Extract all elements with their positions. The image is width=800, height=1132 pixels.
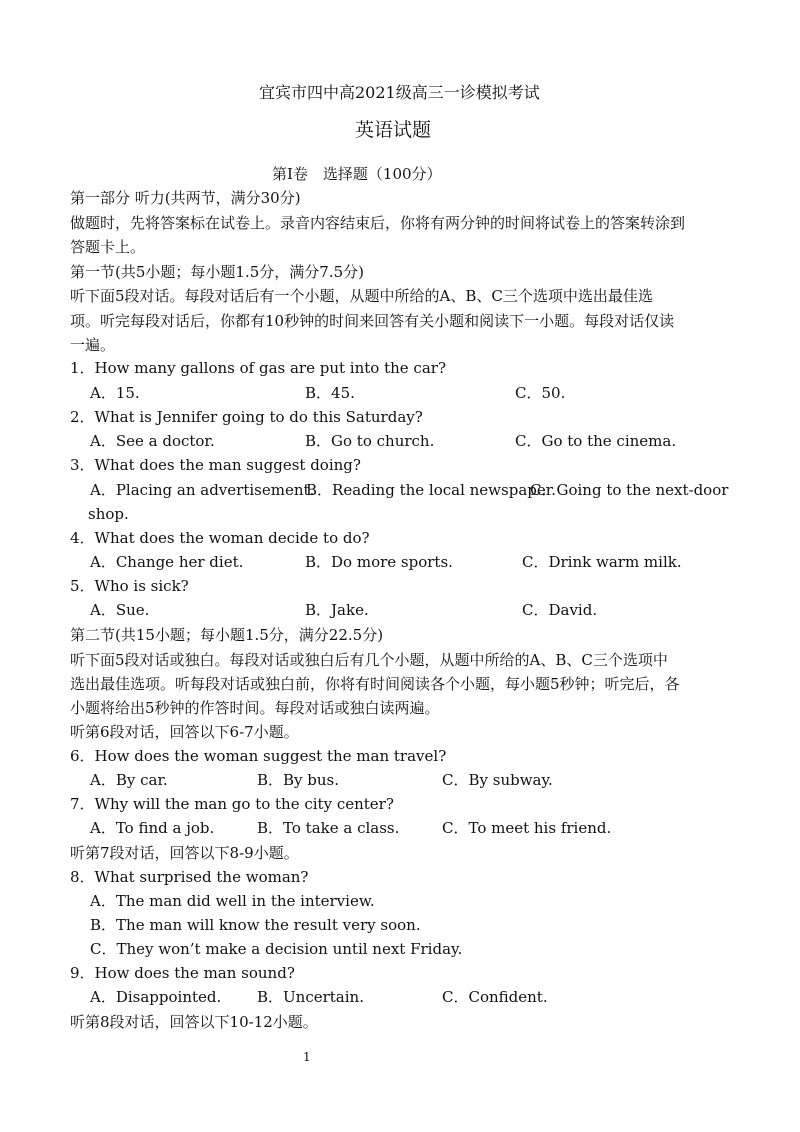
option-a: A．See a doctor. <box>90 432 215 450</box>
option-b: B．To take a class. <box>257 819 400 837</box>
subject-title: 英语试题 <box>355 119 432 141</box>
option-b: B．The man will know the result very soon. <box>90 916 421 934</box>
dialog-intro: 听第8段对话，回答以下10-12小题。 <box>70 1013 318 1031</box>
option-c: C．50. <box>515 384 566 402</box>
option-b: B．Go to church. <box>305 432 435 450</box>
question-stem: 8．What surprised the woman? <box>70 868 309 886</box>
option-c: C．David. <box>522 601 598 619</box>
exam-title: 宜宾市四中高2021级高三一诊模拟考试 <box>259 83 540 102</box>
option-a: A．By car. <box>90 771 168 789</box>
question-stem: 5．Who is sick? <box>70 577 189 595</box>
option-c: C．Going to the next-door <box>530 481 729 499</box>
section2-instruction-line: 选出最佳选项。听每段对话或独白前，你将有时间阅读各个小题，每小题5秒钟；听完后，各 <box>70 675 680 693</box>
question-stem: 6．How does the woman suggest the man travel? <box>70 747 447 765</box>
question-stem: 3．What does the man suggest doing? <box>70 456 361 474</box>
option-a: A．Sue. <box>90 601 150 619</box>
section1-instruction-line: 听下面5段对话。每段对话后有一个小题，从题中所给的A、B、C三个选项中选出最佳选 <box>70 287 653 305</box>
section2-instruction-line: 小题将给出5秒钟的作答时间。每段对话或独白读两遍。 <box>70 699 440 717</box>
option-c-continuation: shop. <box>88 505 129 523</box>
option-a: A．The man did well in the interview. <box>90 892 375 910</box>
option-a: A．Change her diet. <box>90 553 244 571</box>
section1-instruction-line: 一遍。 <box>70 336 116 354</box>
question-stem: 9．How does the man sound? <box>70 964 295 982</box>
option-c: C．To meet his friend. <box>442 819 612 837</box>
option-c: C．By subway. <box>442 771 553 789</box>
question-stem: 7．Why will the man go to the city center? <box>70 795 394 813</box>
dialog-intro: 听第6段对话，回答以下6-7小题。 <box>70 723 299 741</box>
option-a: A．To find a job. <box>90 819 215 837</box>
part1-instruction-line: 答题卡上。 <box>70 238 146 256</box>
section2-instruction-line: 听下面5段对话或独白。每段对话或独白后有几个小题，从题中所给的A、B、C三个选项中 <box>70 651 668 669</box>
option-c: C．Drink warm milk. <box>522 553 682 571</box>
option-b: B．By bus. <box>257 771 340 789</box>
option-b: B．45. <box>305 384 355 402</box>
volume-title: 第Ⅰ卷 选择题（100分） <box>272 165 442 183</box>
dialog-intro: 听第7段对话，回答以下8-9小题。 <box>70 844 299 862</box>
section1-instruction-line: 项。听完每段对话后，你都有10秒钟的时间来回答有关小题和阅读下一小题。每段对话仅读 <box>70 312 675 330</box>
section1-heading: 第一节(共5小题；每小题1.5分，满分7.5分) <box>70 263 364 281</box>
question-stem: 4．What does the woman decide to do? <box>70 529 370 547</box>
part1-instruction-line: 做题时，先将答案标在试卷上。录音内容结束后，你将有两分钟的时间将试卷上的答案转涂到 <box>70 214 686 232</box>
question-stem: 2．What is Jennifer going to do this Saturday? <box>70 408 423 426</box>
part1-heading: 第一部分 听力(共两节，满分30分) <box>70 189 301 207</box>
section2-heading: 第二节(共15小题；每小题1.5分，满分22.5分) <box>70 626 384 644</box>
option-a: A．Disappointed. <box>90 988 222 1006</box>
option-c: C．Confident. <box>442 988 548 1006</box>
option-b: B．Uncertain. <box>257 988 364 1006</box>
option-c: C．Go to the cinema. <box>515 432 677 450</box>
option-a: A．15. <box>90 384 140 402</box>
page-number: 1 <box>303 1050 311 1064</box>
option-b: B．Reading the local newspaper. <box>306 481 557 499</box>
option-a: A．Placing an advertisement. <box>90 481 315 499</box>
option-b: B．Jake. <box>305 601 369 619</box>
option-b: B．Do more sports. <box>305 553 453 571</box>
question-stem: 1．How many gallons of gas are put into the car? <box>70 359 446 377</box>
option-c: C．They won’t make a decision until next Friday. <box>90 940 463 958</box>
